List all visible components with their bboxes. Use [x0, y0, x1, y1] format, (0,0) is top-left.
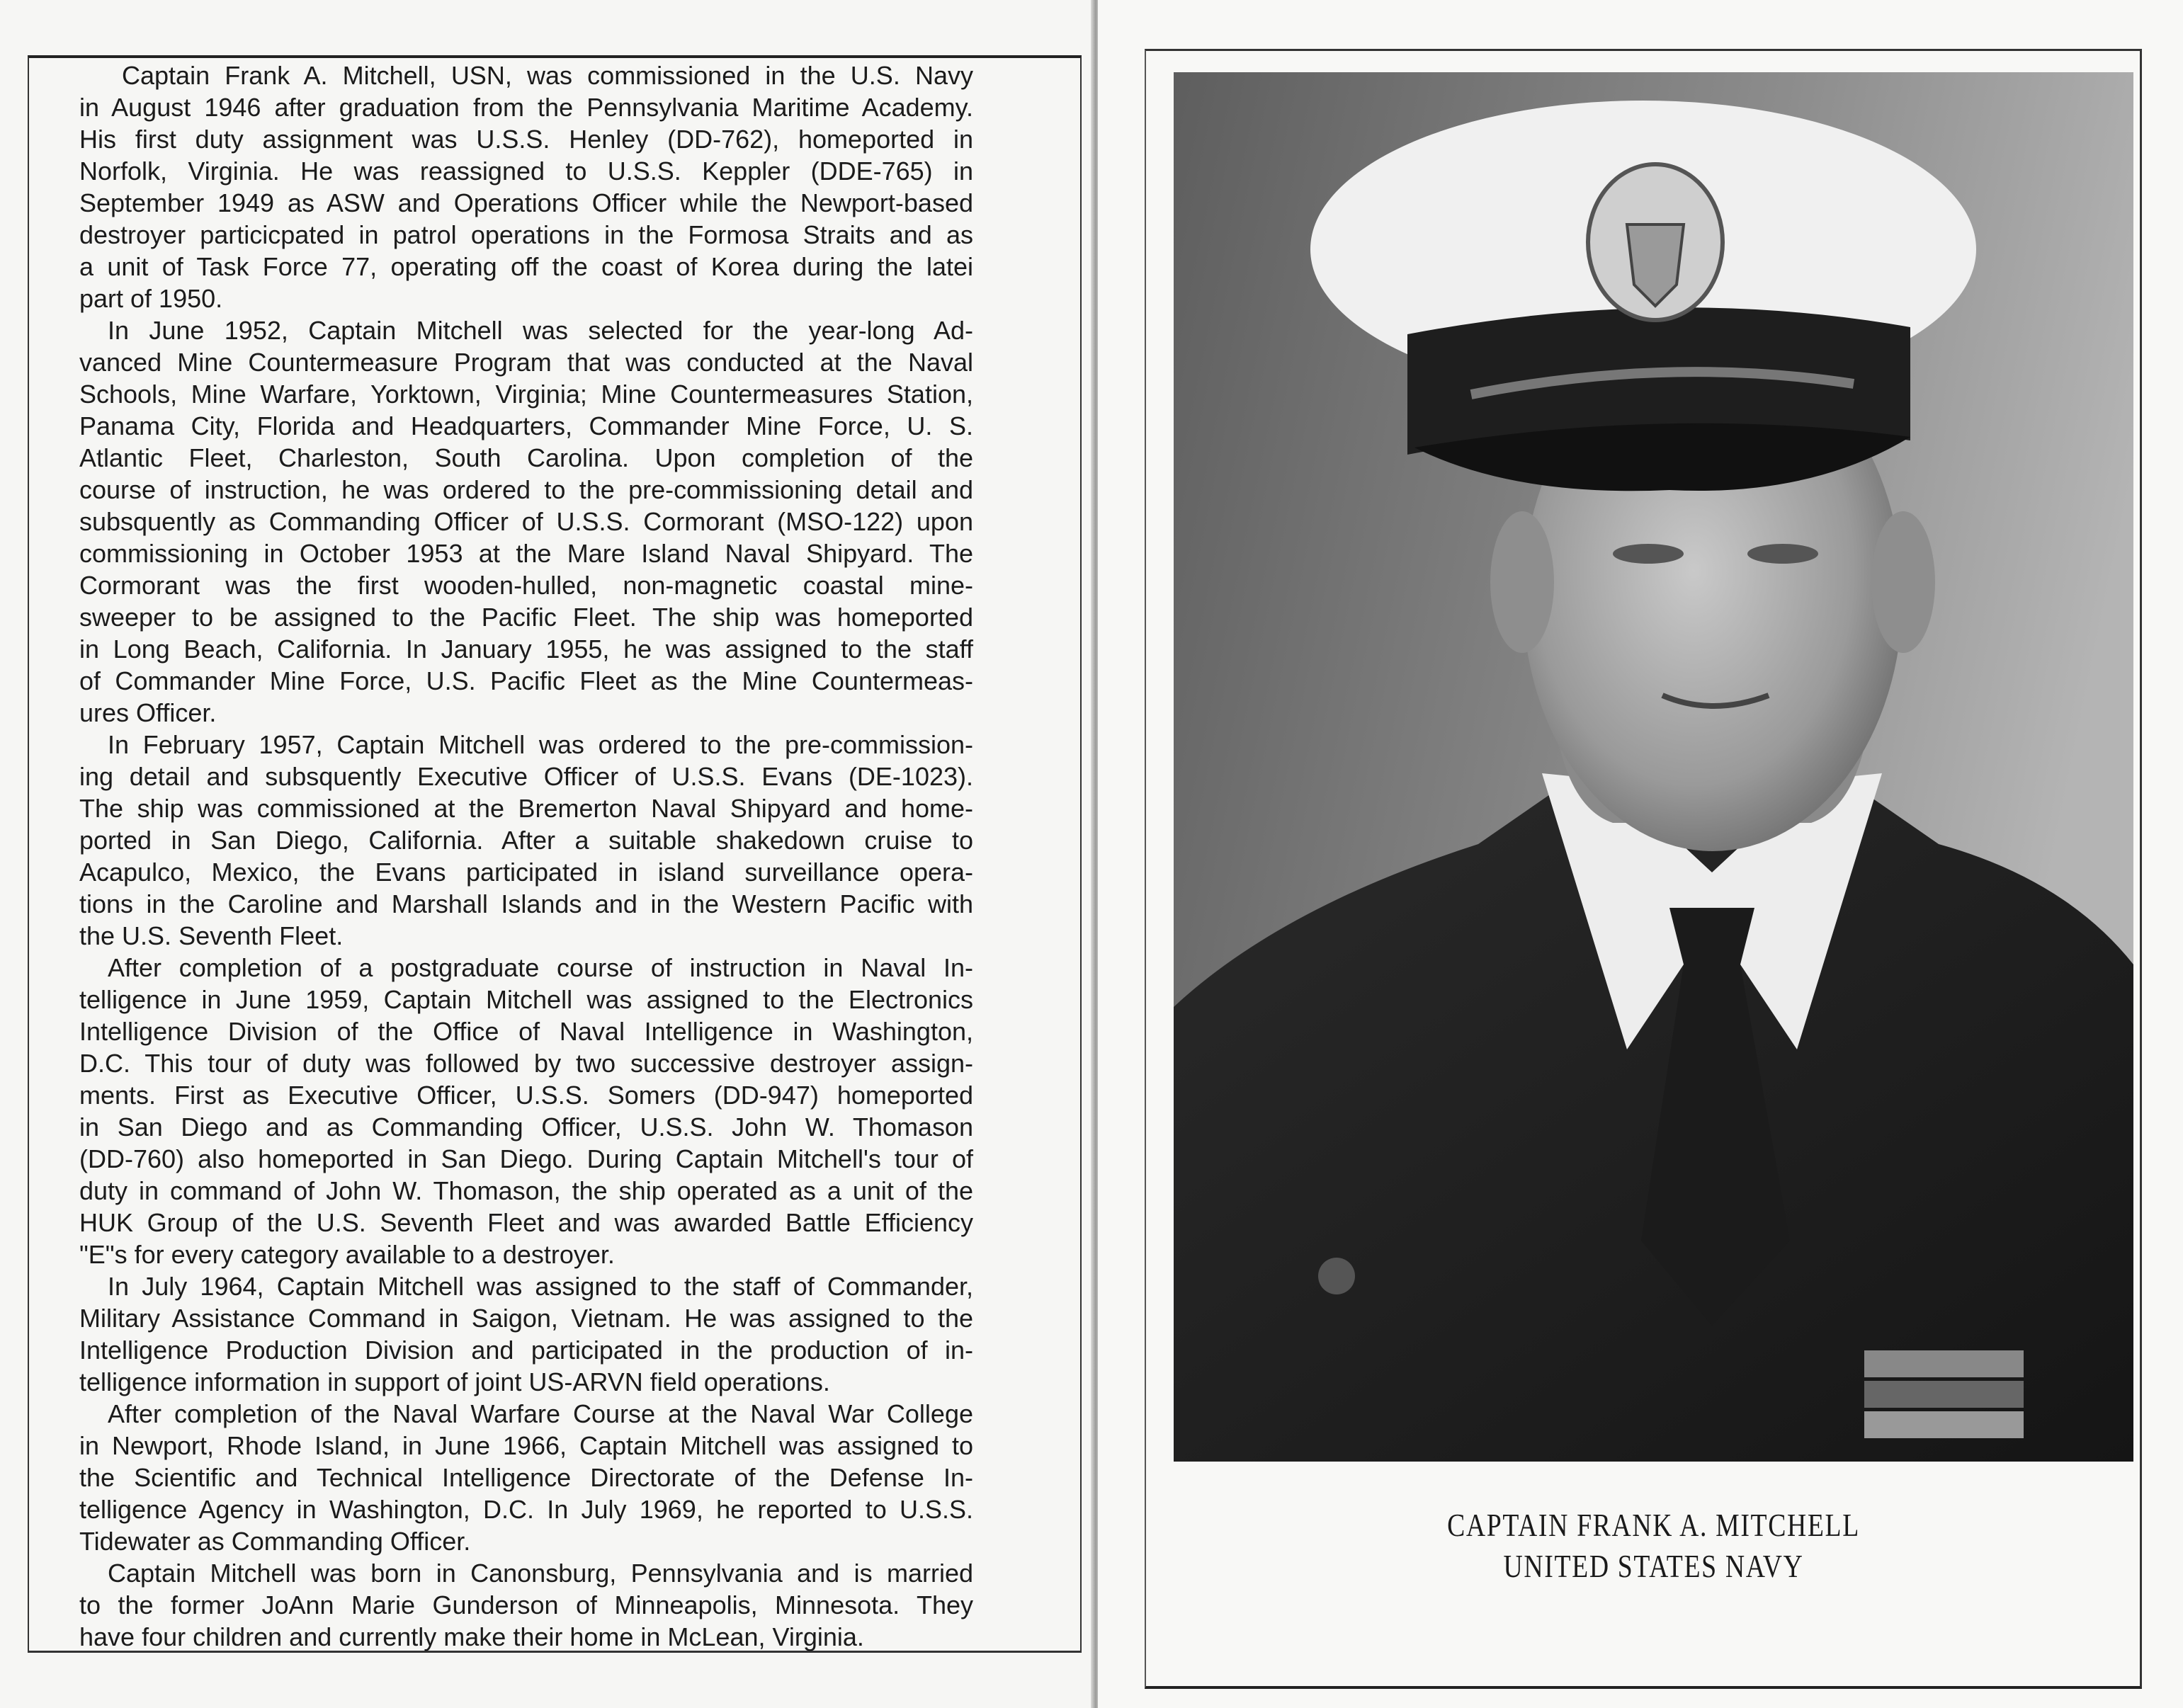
biography-line: In June 1952, Captain Mitchell was selected for the year-long Ad- — [108, 316, 973, 345]
biography-line: subsquently as Commanding Officer of U.S.S. Cormorant (MSO-122) upon — [79, 507, 973, 536]
biography-line: in August 1946 after graduation from the Pennsylvania Maritime Academy. — [79, 93, 973, 122]
biography-line: Schools, Mine Warfare, Yorktown, Virginia; Mine Countermeasures Station, — [79, 380, 973, 409]
biography-line: After completion of a postgraduate course of instruction in Naval In- — [108, 953, 973, 982]
biography-line: Intelligence Production Division and participated in the production of in- — [79, 1336, 973, 1365]
biography-line: Military Assistance Command in Saigon, Vietnam. He was assigned to the — [79, 1304, 973, 1333]
biography-line: Captain Frank A. Mitchell, USN, was commissioned in the U.S. Navy — [122, 61, 973, 90]
caption-service: UNITED STATES NAVY — [1503, 1548, 1804, 1584]
biography-line: Cormorant was the first wooden-hulled, non-magnetic coastal mine- — [79, 571, 973, 600]
biography-line: Panama City, Florida and Headquarters, Commander Mine Force, U. S. — [79, 411, 973, 440]
biography-line: in Newport, Rhode Island, in June 1966, Captain Mitchell was assigned to — [79, 1431, 973, 1460]
biography-line: D.C. This tour of duty was followed by two successive destroyer assign- — [79, 1049, 973, 1078]
biography-line: the Scientific and Technical Intelligence Directorate of the Defense In- — [79, 1463, 973, 1492]
caption-name: CAPTAIN FRANK A. MITCHELL — [1447, 1507, 1860, 1543]
biography-line: Intelligence Division of the Office of Naval Intelligence in Washington, — [79, 1017, 973, 1046]
biography-line: ported in San Diego, California. After a suitable shakedown cruise to — [79, 826, 973, 855]
biography-line: vanced Mine Countermeasure Program that was conducted at the Naval — [79, 348, 973, 377]
biography-line: ing detail and subsquently Executive Officer of U.S.S. Evans (DE-1023). — [79, 762, 973, 791]
biography-line: have four children and currently make their home in McLean, Virginia. — [79, 1622, 864, 1651]
biography-line: telligence in June 1959, Captain Mitchell was assigned to the Electronics — [79, 985, 973, 1014]
biography-line: sweeper to be assigned to the Pacific Fleet. The ship was homeported — [79, 603, 973, 632]
biography-line: "E"s for every category available to a destroyer. — [79, 1240, 615, 1269]
biography-line: Norfolk, Virginia. He was reassigned to U.S.S. Keppler (DDE-765) in — [79, 156, 973, 186]
biography-line: September 1949 as ASW and Operations Officer while the Newport-based — [79, 188, 973, 217]
biography-line: (DD-760) also homeported in San Diego. During Captain Mitchell's tour of — [79, 1144, 973, 1173]
biography-line: HUK Group of the U.S. Seventh Fleet and was awarded Battle Efficiency — [79, 1208, 973, 1237]
biography-line: the U.S. Seventh Fleet. — [79, 921, 344, 950]
biography-line: in Long Beach, California. In January 1955, he was assigned to the staff — [79, 634, 973, 664]
biography-line: commissioning in October 1953 at the Mare Island Naval Shipyard. The — [79, 539, 973, 568]
biography-line: After completion of the Naval Warfare Course at the Naval War College — [108, 1399, 973, 1428]
portrait-caption — [1260, 1505, 2047, 1587]
biography-line: course of instruction, he was ordered to the pre-commissioning detail and — [79, 475, 973, 504]
biography-line: ments. First as Executive Officer, U.S.S. Somers (DD-947) homeported — [79, 1081, 973, 1110]
biography-line: His first duty assignment was U.S.S. Henley (DD-762), homeported in — [79, 125, 973, 154]
biography-text — [79, 59, 973, 1653]
biography-line: telligence information in support of joint US-ARVN field operations. — [79, 1367, 830, 1396]
biography-line: part of 1950. — [79, 284, 223, 313]
portrait-photo — [1174, 72, 2133, 1462]
biography-line: In July 1964, Captain Mitchell was assigned to the staff of Commander, — [108, 1272, 973, 1301]
biography-line: Tidewater as Commanding Officer. — [79, 1527, 471, 1556]
biography-line: to the former JoAnn Marie Gunderson of Minneapolis, Minnesota. They — [79, 1590, 973, 1619]
biography-line: telligence Agency in Washington, D.C. In July 1969, he reported to U.S.S. — [79, 1495, 973, 1524]
biography-line: ures Officer. — [79, 698, 217, 727]
biography-line: Captain Mitchell was born in Canonsburg, Pennsylvania and is married — [108, 1559, 973, 1588]
biography-line: of Commander Mine Force, U.S. Pacific Fleet as the Mine Countermeas- — [79, 666, 973, 695]
biography-line: tions in the Caroline and Marshall Islands and in the Western Pacific with — [79, 889, 973, 918]
biography-line: The ship was commissioned at the Bremerton Naval Shipyard and home- — [79, 794, 973, 823]
biography-line: In February 1957, Captain Mitchell was ordered to the pre-commission- — [108, 730, 973, 759]
biography-line: destroyer particicpated in patrol operations in the Formosa Straits and as — [79, 220, 973, 249]
biography-line: in San Diego and as Commanding Officer, U.S.S. John W. Thomason — [79, 1112, 973, 1141]
ribbon-bar — [1864, 1350, 2024, 1438]
biography-line: Atlantic Fleet, Charleston, South Carolina. Upon completion of the — [79, 443, 973, 472]
biography-line: a unit of Task Force 77, operating off the coast of Korea during the latei — [79, 252, 973, 281]
biography-line: Acapulco, Mexico, the Evans participated in island surveillance opera- — [79, 858, 973, 887]
biography-line: duty in command of John W. Thomason, the ship operated as a unit of the — [79, 1176, 973, 1205]
